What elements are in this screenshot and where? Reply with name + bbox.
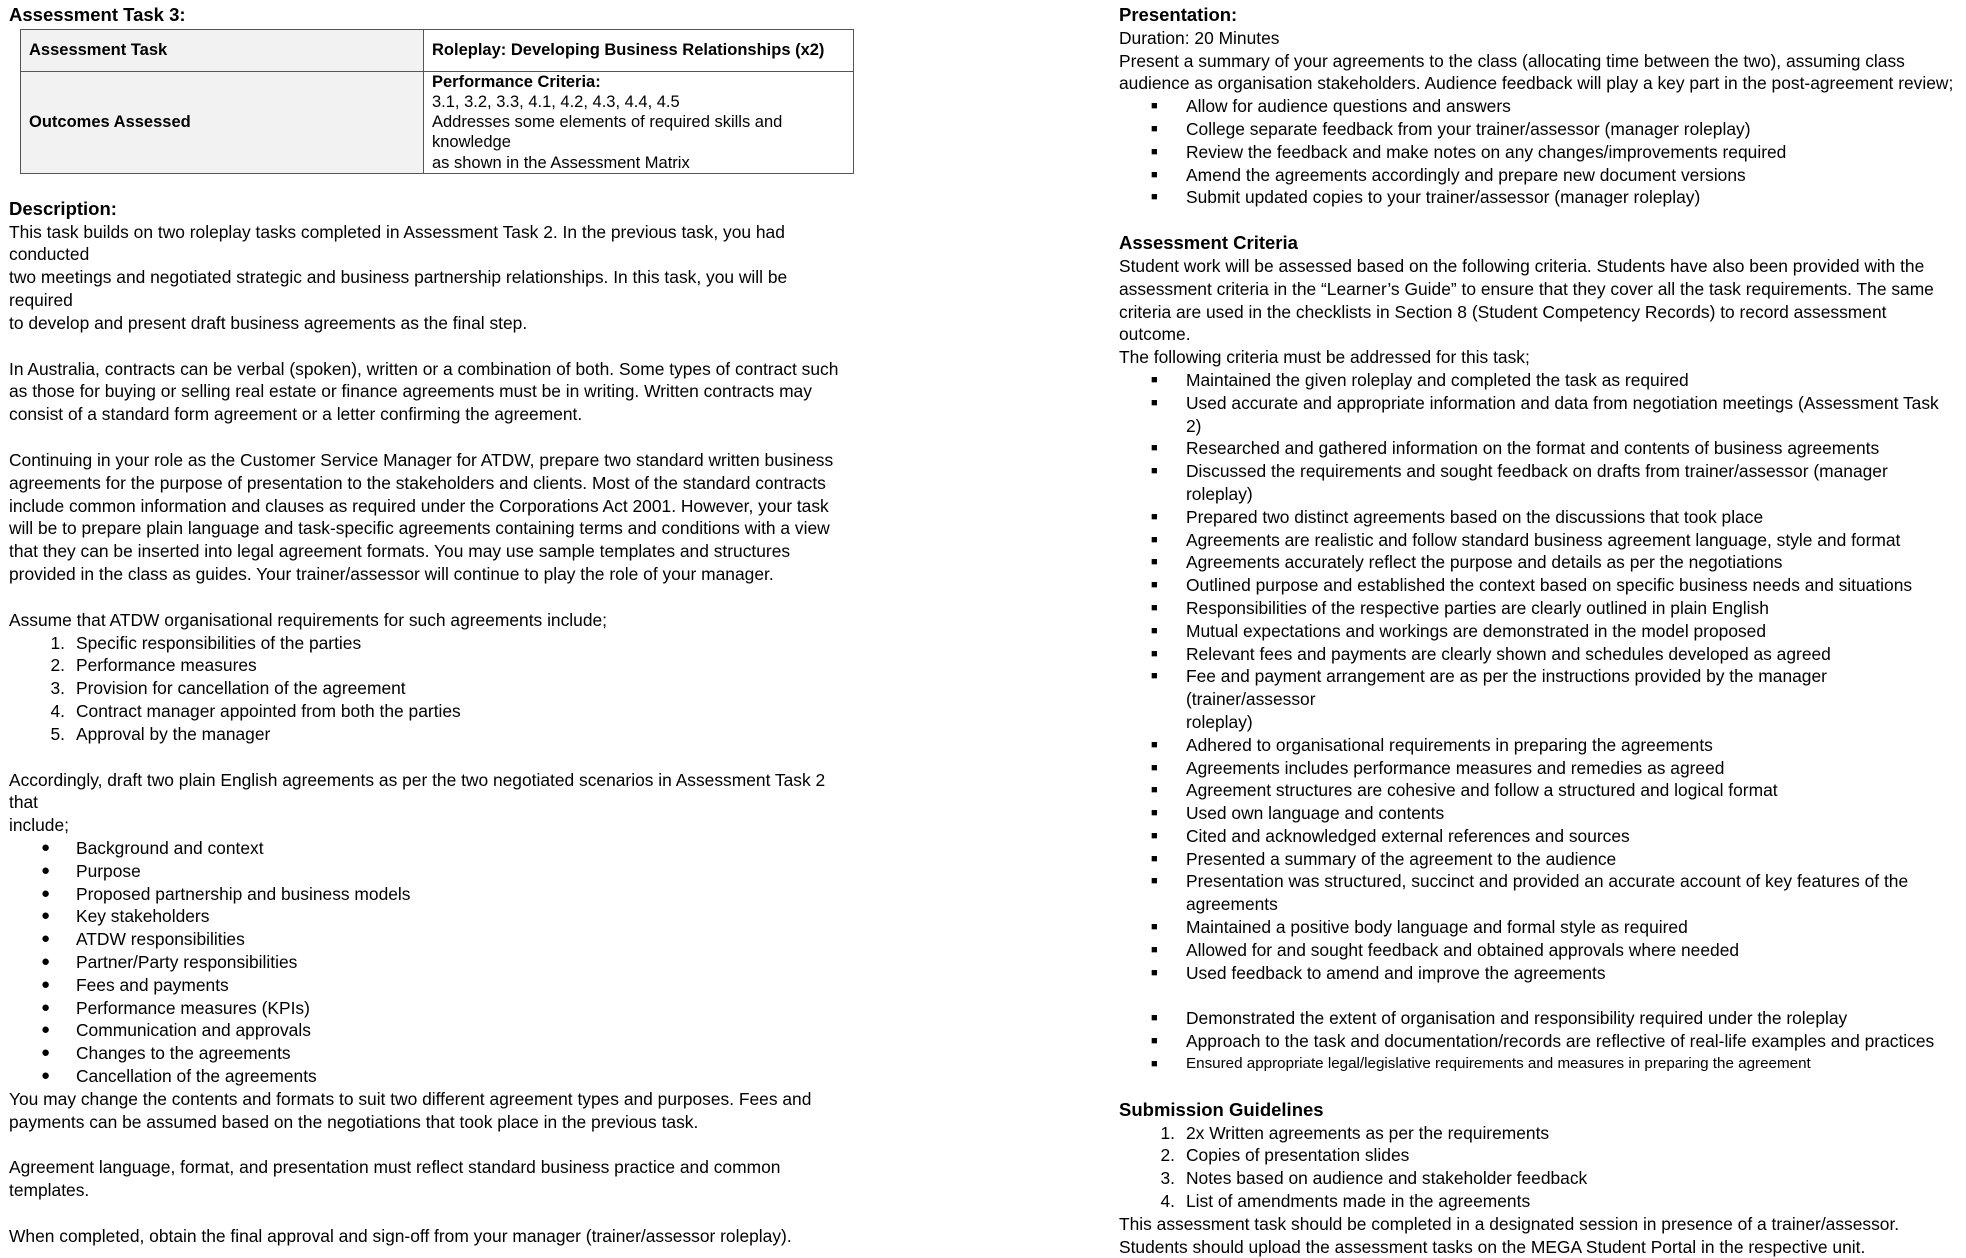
text-line: agreements for the purpose of presentation to the stakeholders and clients. Most of the standard contracts	[9, 472, 826, 493]
draft-items-list	[9, 837, 855, 1088]
assume-intro: Assume that ATDW organisational requirements for such agreements include;	[9, 609, 608, 630]
list-item: ■ Agreements are realistic and follow standard business agreement language, style and format	[1151, 529, 1901, 550]
list-item: ■ Used feedback to amend and improve the agreements	[1151, 962, 1606, 983]
pc-title: Performance Criteria:	[432, 72, 601, 91]
list-item: 2. Performance measures	[50, 655, 257, 676]
requirements-list	[9, 632, 855, 746]
list-item: ■ Agreements accurately reflect the purpose and details as per the negotiations	[1151, 552, 1783, 573]
pc-note-2: as shown in the Assessment Matrix	[432, 153, 690, 172]
list-item: ■ Approach to the task and documentation/records are reflective of real-life examples and practices	[1151, 1031, 1935, 1052]
list-item: ● Proposed partnership and business models	[41, 883, 411, 904]
list-item: ■ College separate feedback from your trainer/assessor (manager roleplay)	[1151, 118, 1751, 139]
text-line: provided in the class as guides. Your trainer/assessor will continue to play the role of your manager.	[9, 563, 774, 584]
list-item: ■ Researched and gathered information on the format and contents of business agreements	[1151, 438, 1880, 459]
list-item: ■ Fee and payment arrangement are as per the instructions provided by the manager (trainer/assessor roleplay)	[1151, 666, 1827, 732]
list-item: ■ Maintained a positive body language and formal style as required	[1151, 917, 1688, 938]
presentation-list	[1119, 95, 1959, 209]
list-item: ■ Responsibilities of the respective parties are clearly outlined in plain English	[1151, 597, 1769, 618]
list-item: ■ Allow for audience questions and answers	[1151, 96, 1511, 117]
task-title: Assessment Task 3:	[9, 4, 186, 25]
list-item: ■ Agreements includes performance measures and remedies as agreed	[1151, 757, 1725, 778]
pc-note-1: Addresses some elements of required skills and knowledge	[432, 113, 783, 152]
criteria-heading: Assessment Criteria	[1119, 232, 1298, 254]
description-para-3	[9, 449, 855, 586]
text-line: In Australia, contracts can be verbal (spoken), written or a combination of both. Some types of contract such	[9, 358, 839, 379]
assessment-table	[20, 29, 854, 174]
list-item: 5. Approval by the manager	[50, 723, 271, 744]
draft-intro	[9, 769, 855, 837]
description-para-2	[9, 358, 855, 426]
outcomes-value	[424, 71, 854, 173]
list-item: ● Fees and payments	[41, 974, 229, 995]
description-para-6: When completed, obtain the final approval and sign-off from your manager (trainer/assessor roleplay).	[9, 1225, 792, 1246]
list-item: ■ Ensured appropriate legal/legislative requirements and measures in preparing the agreement	[1151, 1055, 1811, 1073]
text-line: to develop and present draft business agreements as the final step.	[9, 312, 528, 333]
list-item: 1. 2x Written agreements as per the requirements	[1160, 1122, 1550, 1143]
description-para-1	[9, 221, 855, 335]
text-line: This task builds on two roleplay tasks completed in Assessment Task 2. In the previous task, you had conducted	[9, 221, 785, 265]
text-line: audience as organisation stakeholders. Audience feedback will play a key part in the post-agreement review;	[1119, 73, 1954, 94]
list-item: ■ Review the feedback and make notes on any changes/improvements required	[1151, 141, 1787, 162]
duration: Duration: 20 Minutes	[1119, 27, 1280, 48]
list-item: ■ Allowed for and sought feedback and obtained approvals where needed	[1151, 939, 1740, 960]
list-item: ● Key stakeholders	[41, 906, 210, 927]
text-line: This assessment task should be completed in a designated session in presence of a trainer/assessor.	[1119, 1213, 1900, 1234]
list-item: ■ Adhered to organisational requirements in preparing the agreements	[1151, 734, 1713, 755]
text-line: consist of a standard form agreement or a letter confirming the agreement.	[9, 404, 583, 425]
list-item: ■ Submit updated copies to your trainer/assessor (manager roleplay)	[1151, 187, 1701, 208]
text-line: Accordingly, draft two plain English agreements as per the two negotiated scenarios in Assessment Task 2 that	[9, 769, 826, 813]
text-line: criteria are used in the checklists in Section 8 (Student Competency Records) to record assessment outcome.	[1119, 301, 1887, 345]
list-item: ● Changes to the agreements	[41, 1043, 291, 1064]
presentation-para	[1119, 50, 1959, 96]
list-item: 1. Specific responsibilities of the parties	[50, 632, 362, 653]
criteria-list	[1119, 369, 1959, 985]
list-item: ■ Used own language and contents	[1151, 803, 1445, 824]
list-item: ● Purpose	[41, 860, 141, 881]
description-para-4	[9, 1088, 855, 1134]
pc-values: 3.1, 3.2, 3.3, 4.1, 4.2, 4.3, 4.4, 4.5	[432, 93, 680, 111]
criteria-para	[1119, 255, 1959, 369]
text-line: will be to prepare plain language and task-specific agreements containing terms and conditions with a view	[9, 518, 830, 539]
description-heading: Description:	[9, 197, 117, 219]
text-line: include;	[9, 815, 69, 836]
text-line: The following criteria must be addressed for this task;	[1119, 347, 1530, 368]
list-item: ■ Mutual expectations and workings are demonstrated in the model proposed	[1151, 620, 1767, 641]
list-item: ■ Presented a summary of the agreement to the audience	[1151, 848, 1617, 869]
outcomes-label: Outcomes Assessed	[21, 71, 424, 173]
closing-text	[1119, 1213, 1959, 1258]
text-line: Present a summary of your agreements to the class (allocating time between the two), assuming class	[1119, 50, 1905, 71]
text-line: Continuing in your role as the Customer Service Manager for ATDW, prepare two standard written business	[9, 449, 834, 470]
submission-heading: Submission Guidelines	[1119, 1098, 1324, 1120]
list-item: ■ Demonstrated the extent of organisation and responsibility required under the roleplay	[1151, 1008, 1848, 1029]
left-column	[9, 0, 855, 1248]
list-item: ■ Used accurate and appropriate information and data from negotiation meetings (Assessment Task 2)	[1151, 392, 1939, 436]
description-para-5	[9, 1156, 855, 1202]
right-column	[1119, 0, 1959, 1258]
list-item: ■ Relevant fees and payments are clearly shown and schedules developed as agreed	[1151, 643, 1831, 664]
list-item: ■ Discussed the requirements and sought feedback on drafts from trainer/assessor (manager roleplay)	[1151, 461, 1888, 504]
text-line: You may change the contents and formats to suit two different agreement types and purposes. Fees and	[9, 1088, 812, 1109]
list-item: ● Partner/Party responsibilities	[41, 951, 298, 972]
text-line: as those for buying or selling real estate or finance agreements must be in writing. Written contracts may	[9, 381, 812, 402]
text-line: Agreement language, format, and presentation must reflect standard business practice and common	[9, 1157, 781, 1178]
list-item: 3. Notes based on audience and stakeholder feedback	[1160, 1168, 1588, 1189]
list-item: ■ Prepared two distinct agreements based on the discussions that took place	[1151, 506, 1764, 527]
list-item: 2. Copies of presentation slides	[1160, 1145, 1410, 1166]
list-item: 4. Contract manager appointed from both the parties	[50, 700, 461, 721]
submission-list	[1119, 1122, 1959, 1213]
assessment-task-value: Roleplay: Developing Business Relationships (x2)	[424, 29, 854, 71]
list-item: 4. List of amendments made in the agreements	[1160, 1191, 1531, 1212]
text-line: assessment criteria in the “Learner’s Guide” to ensure that they cover all the task requirements. The same	[1119, 278, 1934, 299]
list-item: ■ Outlined purpose and established the context based on specific business needs and situations	[1151, 575, 1913, 596]
presentation-heading: Presentation:	[1119, 4, 1238, 25]
text-line: include common information and clauses as required under the Corporations Act 2001. However, your task	[9, 495, 829, 516]
list-item: ■ Cited and acknowledged external references and sources	[1151, 825, 1630, 846]
list-item: ● Performance measures (KPIs)	[41, 997, 310, 1018]
criteria-list-2	[1119, 1007, 1959, 1075]
text-line: templates.	[9, 1180, 90, 1201]
list-item: ● Cancellation of the agreements	[41, 1065, 317, 1086]
list-item: ■ Maintained the given roleplay and completed the task as required	[1151, 369, 1689, 390]
list-item: 3. Provision for cancellation of the agreement	[50, 678, 406, 699]
list-item: ■ Amend the agreements accordingly and prepare new document versions	[1151, 164, 1746, 185]
list-item: ■ Agreement structures are cohesive and follow a structured and logical format	[1151, 780, 1778, 801]
text-line: that they can be inserted into legal agreement formats. You may use sample templates and structures	[9, 541, 791, 562]
list-item: ● Communication and approvals	[41, 1020, 311, 1041]
list-item: ■ Presentation was structured, succinct and provided an accurate account of key features of the agreements	[1151, 871, 1909, 915]
text-line: Student work will be assessed based on the following criteria. Students have also been provided with the	[1119, 255, 1925, 276]
list-item: ● ATDW responsibilities	[41, 929, 245, 950]
text-line: two meetings and negotiated strategic and business partnership relationships. In this task, you will be required	[9, 267, 788, 310]
list-item: ● Background and context	[41, 837, 264, 858]
text-line: Students should upload the assessment tasks on the MEGA Student Portal in the respective unit.	[1119, 1236, 1866, 1257]
text-line: payments can be assumed based on the negotiations that took place in the previous task.	[9, 1111, 699, 1132]
assessment-task-label: Assessment Task	[21, 29, 424, 71]
